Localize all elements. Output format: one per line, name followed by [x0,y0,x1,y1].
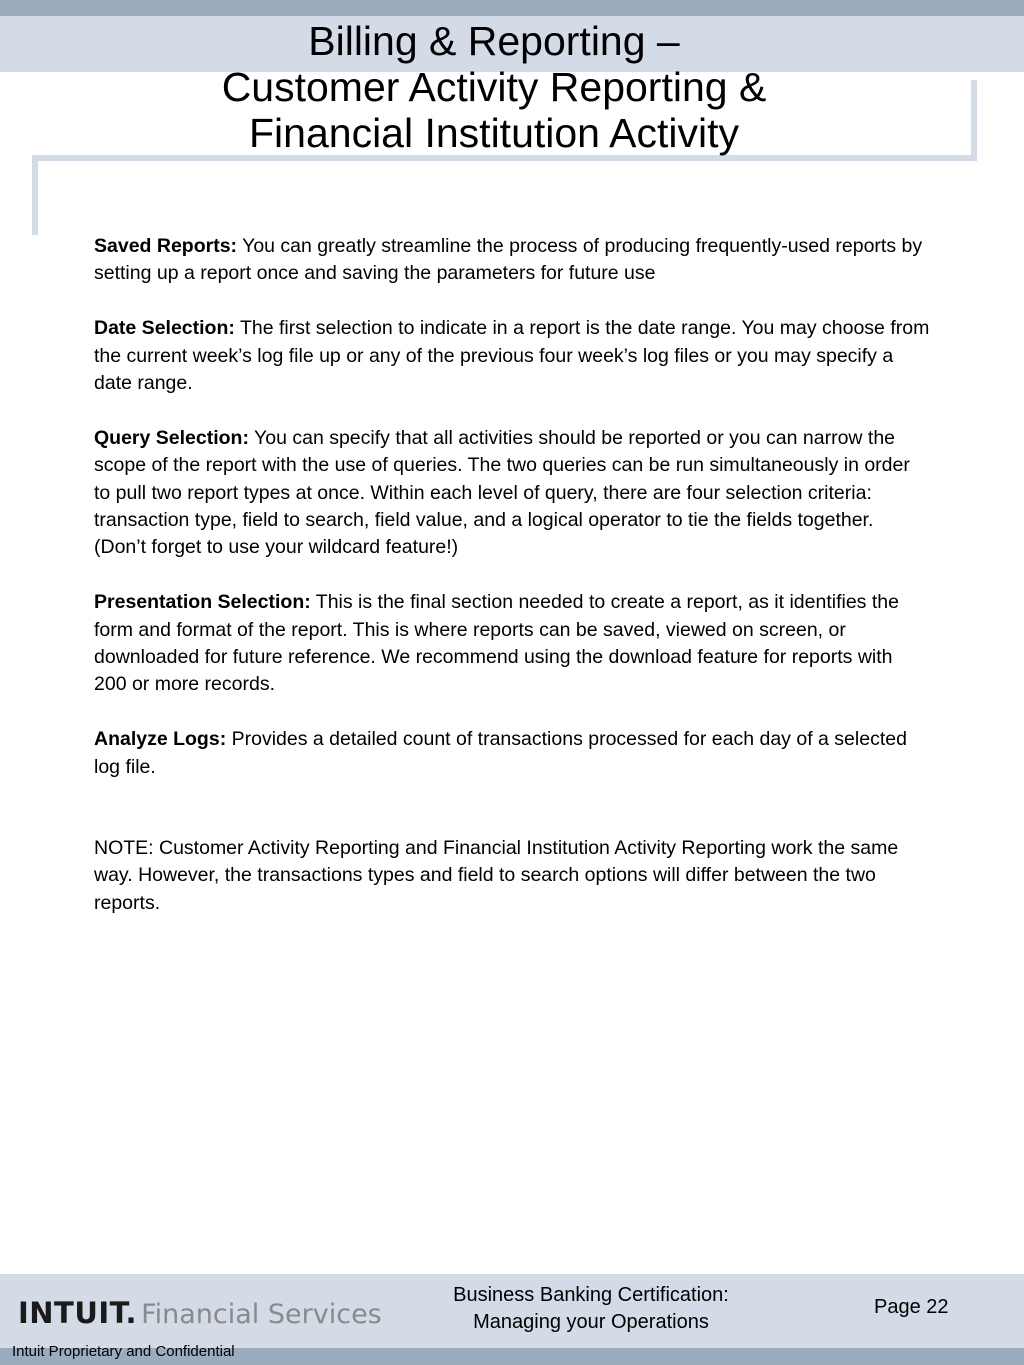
title-line-2: Customer Activity Reporting & [221,64,767,110]
logo-sub-text: Financial Services [141,1299,382,1330]
section-text: You can greatly streamline the process of producing frequently-used reports by setting up a report once and saving the parameters for future use [94,235,923,285]
footer-line-1: Business Banking Certification: [453,1284,729,1306]
section-text: You can specify that all activities should be reported or you can narrow the scope of the report with the use of queries. The two queries can be run simultaneously in order to pull two report types at once. Within each level of query, there are four selection criteria: transaction type, field to search, field value, and a logical operator to tie the fields together. (Don’t forget to use your wildcard feature!) [94,426,910,559]
section-date-selection [94,315,930,397]
confidential-notice: Intuit Proprietary and Confidential [12,1343,235,1360]
note-text: NOTE: Customer Activity Reporting and Financial Institution Activity Reporting work the same way. However, the transactions types and field to search options will differ between the two reports. [94,837,899,914]
section-saved-reports [94,233,930,288]
section-presentation-selection [94,589,930,699]
section-text: The first selection to indicate in a report is the date range. You may choose from the current week’s log file up or any of the previous four week’s log files or you may specify a date range. [94,317,930,395]
title-line-1: Billing & Reporting – [308,18,680,64]
section-label: Presentation Selection: [94,591,311,614]
footer-line-2: Managing your Operations [473,1311,709,1333]
section-text: Provides a detailed count of transactions processed for each day of a selected log file. [94,728,907,778]
section-label: Saved Reports: [94,235,238,257]
section-label: Query Selection: [94,426,249,449]
page-title [0,18,988,156]
section-text: This is the final section needed to create a report, as it identifies the form and format of the report. This is where reports can be saved, viewed on screen, or downloaded for future reference. We recommend using the download feature for reports with 200 or more records. [94,591,899,696]
header-top-strip [0,0,1024,16]
section-label: Analyze Logs: [94,728,227,751]
frame-line-left [32,155,38,235]
footer-course-title [420,1282,762,1336]
section-analyze-logs [94,726,930,781]
logo-brand-text: INTUIT. [18,1296,138,1330]
intuit-logo [18,1296,382,1332]
page-number: Page 22 [874,1296,949,1318]
body-content [94,233,930,945]
section-query-selection [94,425,930,562]
section-label: Date Selection: [94,317,235,340]
title-line-3: Financial Institution Activity [249,110,739,156]
